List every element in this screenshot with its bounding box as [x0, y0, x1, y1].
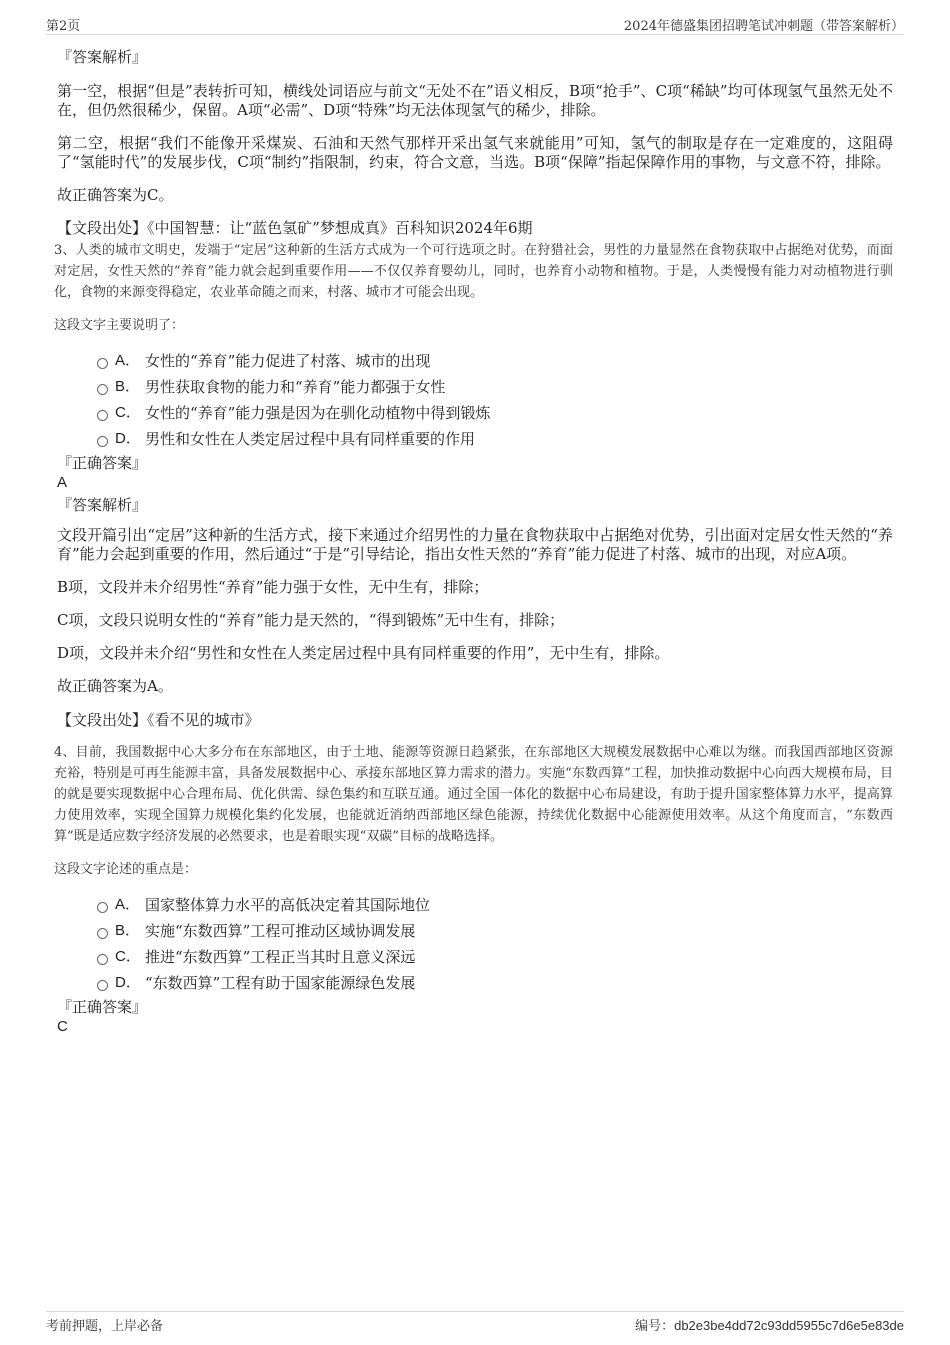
- answer-label: 『正确答案』: [57, 998, 148, 1016]
- radio-button[interactable]: [97, 384, 108, 395]
- option-letter: A．: [115, 896, 141, 913]
- correct-answer: C: [57, 1018, 68, 1035]
- analysis-paragraph: B项，文段并未介绍男性“养育”能力强于女性，无中生有，排除；: [57, 578, 489, 596]
- page-number: 第2页: [46, 19, 81, 34]
- option-letter: A．: [115, 352, 141, 369]
- correct-answer: A: [57, 474, 68, 491]
- option-letter: C．: [115, 948, 141, 965]
- option-text: 女性的“养育”能力强是因为在驯化动植物中得到锻炼: [145, 404, 491, 422]
- passage-source: 【文段出处】《看不见的城市》: [57, 711, 260, 729]
- option-a[interactable]: [57, 894, 893, 920]
- analysis-paragraph: 第一空，根据“但是”表转折可知，横线处词语应与前文“无处不在”语义相反，B项“抢手”、C项“稀缺”均可体现氢气虽然无处不在，但仍然很稀少，保留。A项“必需”、D项“特殊”均无法体现氢气的稀少，排除。: [57, 82, 893, 119]
- page-header: [46, 14, 904, 35]
- option-letter: D．: [115, 974, 141, 991]
- option-letter: C．: [115, 404, 141, 421]
- footer-slogan: 考前押题，上岸必备: [46, 1319, 164, 1334]
- document-code: [635, 1315, 904, 1334]
- radio-button[interactable]: [97, 928, 108, 939]
- option-c[interactable]: [57, 946, 893, 972]
- analysis-label: 『答案解析』: [57, 48, 148, 66]
- radio-button[interactable]: [97, 358, 108, 369]
- option-text: 推进“东数西算”工程正当其时且意义深远: [145, 948, 416, 966]
- option-text: 男性获取食物的能力和“养育”能力都强于女性: [145, 378, 446, 396]
- question-3-options: [57, 350, 893, 454]
- option-d[interactable]: [57, 972, 893, 998]
- analysis-paragraph: 文段开篇引出“定居”这种新的生活方式，接下来通过介绍男性的力量在食物获取中占据绝对优势，引出面对定居女性天然的“养育”能力会起到重要的作用，然后通过“于是”引导结论，指出女性天然的“养育”能力促进了村落、城市的出现，对应A项。: [57, 526, 893, 563]
- option-c[interactable]: [57, 402, 893, 428]
- answer-label: 『正确答案』: [57, 454, 148, 472]
- radio-button[interactable]: [97, 410, 108, 421]
- analysis-conclusion: 故正确答案为C。: [57, 186, 174, 204]
- radio-button[interactable]: [97, 954, 108, 965]
- question-4-text: 4、目前，我国数据中心大多分布在东部地区，由于土地、能源等资源日趋紧张，在东部地区大规模发展数据中心难以为继。而我国西部地区资源充裕，特别是可再生能源丰富，具备发展数据中心、承接东部地区算力需求的潜力。实施“东数西算”工程，加快推动数据中心向西大规模布局，目的就是要实现数据中心合理布局、优化供需、绿色集约和互联互通。通过全国一体化的数据中心布局建设，有助于提升国家整体算力水平，提高算力使用效率，实现全国算力规模化集约化发展，也能就近消纳西部地区绿色能源，持续优化数据中心能源使用效率。从这个角度而言，“东数西算”既是适应数字经济发展的必然要求，也是着眼实现“双碳”目标的战略选择。: [54, 745, 893, 844]
- passage-source: 【文段出处】《中国智慧：让“蓝色氢矿”梦想成真》百科知识2024年6期: [57, 219, 533, 237]
- question-3-prompt: 这段文字主要说明了：: [54, 318, 185, 333]
- code-label: 编号：: [635, 1319, 675, 1334]
- option-letter: B．: [115, 378, 141, 395]
- analysis-paragraph: 第二空，根据“我们不能像开采煤炭、石油和天然气那样开采出氢气来就能用”可知，氢气的制取是存在一定难度的，这阻碍了“氢能时代”的发展步伐，C项“制约”指限制，约束，符合文意，当选。B项“保障”指起保障作用的事物，与文意不符，排除。: [57, 134, 893, 171]
- code-value: db2e3be4dd72c93dd5955c7d6e5e83de: [674, 1318, 904, 1333]
- option-b[interactable]: [57, 920, 893, 946]
- option-text: 实施“东数西算”工程可推动区域协调发展: [145, 922, 416, 940]
- option-text: 女性的“养育”能力促进了村落、城市的出现: [145, 352, 431, 370]
- question-3-text: 3、人类的城市文明史，发端于“定居”这种新的生活方式成为一个可行选项之时。在狩猎社会，男性的力量显然在食物获取中占据绝对优势，而面对定居，女性天然的“养育”能力就会起到重要作用——不仅仅养育婴幼儿，同时，也养育小动物和植物。于是，人类慢慢有能力对动植物进行驯化，食物的来源变得稳定，农业革命随之而来，村落、城市才可能会出现。: [54, 243, 893, 300]
- question-4-prompt: 这段文字论述的重点是：: [54, 862, 198, 877]
- analysis-label: 『答案解析』: [57, 496, 148, 514]
- radio-button[interactable]: [97, 902, 108, 913]
- radio-button[interactable]: [97, 980, 108, 991]
- option-letter: D．: [115, 430, 141, 447]
- option-d[interactable]: [57, 428, 893, 454]
- option-b[interactable]: [57, 376, 893, 402]
- option-text: “东数西算”工程有助于国家能源绿色发展: [145, 974, 416, 992]
- option-letter: B．: [115, 922, 141, 939]
- radio-button[interactable]: [97, 436, 108, 447]
- document-title: 2024年德盛集团招聘笔试冲刺题（带答案解析）: [623, 19, 904, 34]
- page-footer: [46, 1311, 904, 1336]
- analysis-paragraph: C项，文段只说明女性的“养育”能力是天然的，“得到锻炼”无中生有，排除；: [57, 611, 565, 629]
- option-a[interactable]: [57, 350, 893, 376]
- page-content: [54, 44, 893, 1036]
- analysis-conclusion: 故正确答案为A。: [57, 677, 173, 695]
- option-text: 国家整体算力水平的高低决定着其国际地位: [145, 896, 431, 914]
- question-4-options: [57, 894, 893, 998]
- option-text: 男性和女性在人类定居过程中具有同样重要的作用: [145, 430, 476, 448]
- analysis-paragraph: D项，文段并未介绍“男性和女性在人类定居过程中具有同样重要的作用”，无中生有，排除。: [57, 644, 670, 662]
